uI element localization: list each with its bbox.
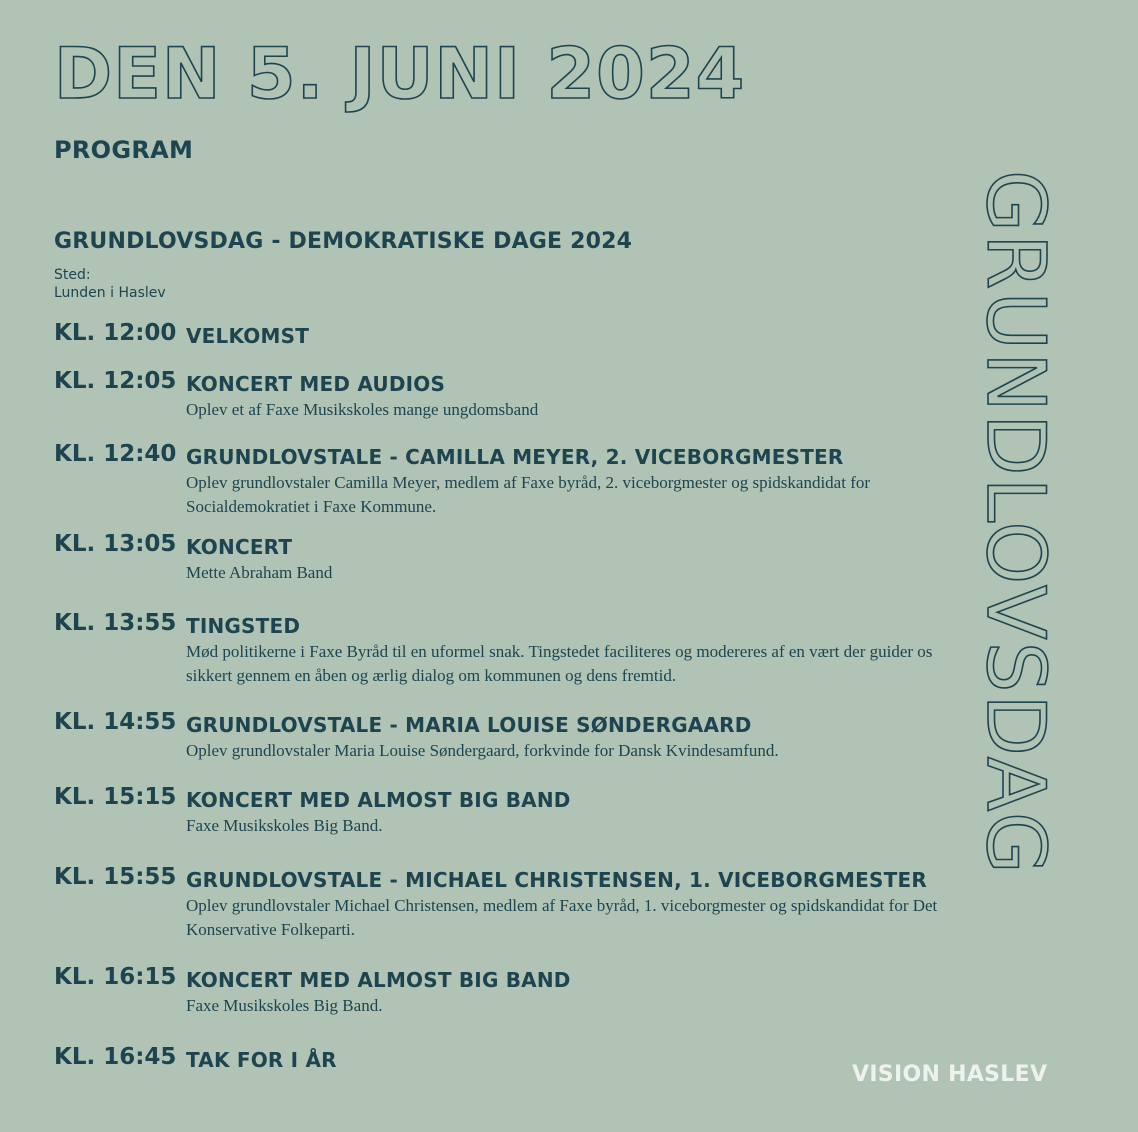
schedule-description: Faxe Musikskoles Big Band. [186, 996, 383, 1015]
schedule-title: GRUNDLOVSTALE - MARIA LOUISE SØNDERGAARD [186, 713, 752, 737]
schedule-description: Mette Abraham Band [186, 563, 333, 582]
schedule-time: KL. 15:15 [54, 784, 177, 810]
schedule-time: KL. 12:00 [54, 320, 177, 346]
schedule-title: TAK FOR I ÅR [186, 1048, 337, 1072]
schedule-title: GRUNDLOVSTALE - CAMILLA MEYER, 2. VICEBORGMESTER [186, 445, 844, 469]
schedule-title: GRUNDLOVSTALE - MICHAEL CHRISTENSEN, 1. VICEBORGMESTER [186, 868, 927, 892]
schedule-title: TINGSTED [186, 614, 301, 638]
vertical-title: GRUNDLOVSDAG [969, 170, 1062, 876]
schedule-title: KONCERT MED ALMOST BIG BAND [186, 788, 571, 812]
date-title: DEN 5. JUNI 2024 [54, 33, 746, 115]
schedule-time: KL. 15:55 [54, 864, 177, 890]
schedule-time: KL. 16:45 [54, 1044, 177, 1070]
brand-logo-text: VISION HASLEV [852, 1062, 1048, 1087]
program-heading: PROGRAM [54, 136, 194, 164]
schedule-title: VELKOMST [186, 324, 310, 348]
schedule-description: Oplev grundlovstaler Maria Louise Søndergaard, forkvinde for Dansk Kvindesamfund. [186, 741, 779, 760]
place-value: Lunden i Haslev [54, 285, 166, 301]
schedule-time: KL. 12:40 [54, 441, 177, 467]
schedule-time: KL. 12:05 [54, 368, 177, 394]
schedule-time: KL. 13:55 [54, 610, 177, 636]
event-title: GRUNDLOVSDAG - DEMOKRATISKE DAGE 2024 [54, 229, 633, 254]
schedule-title: KONCERT MED ALMOST BIG BAND [186, 968, 571, 992]
schedule-description: Faxe Musikskoles Big Band. [186, 816, 383, 835]
schedule-title: KONCERT MED AUDIOS [186, 372, 446, 396]
schedule-description: Oplev grundlovstaler Michael Christensen, medlem af Faxe byråd, 1. viceborgmester og spidskandidat for Det Konservative Folkeparti. [186, 896, 938, 939]
schedule-title: KONCERT [186, 535, 293, 559]
schedule-description: Mød politikerne i Faxe Byråd til en uformel snak. Tingstedet faciliteres og modereres af en vært der guider os sikkert gennem en åben og ærlig dialog om kommunen og dens fremtid. [186, 642, 933, 685]
schedule-time: KL. 13:05 [54, 531, 177, 557]
schedule-time: KL. 14:55 [54, 709, 177, 735]
event-place [54, 266, 166, 302]
place-label: Sted: [54, 267, 91, 283]
schedule-description: Oplev et af Faxe Musikskoles mange ungdomsband [186, 400, 539, 419]
schedule-description: Oplev grundlovstaler Camilla Meyer, medlem af Faxe byråd, 2. viceborgmester og spidskandidat for Socialdemokratiet i Faxe Kommune. [186, 473, 871, 516]
schedule-time: KL. 16:15 [54, 964, 177, 990]
